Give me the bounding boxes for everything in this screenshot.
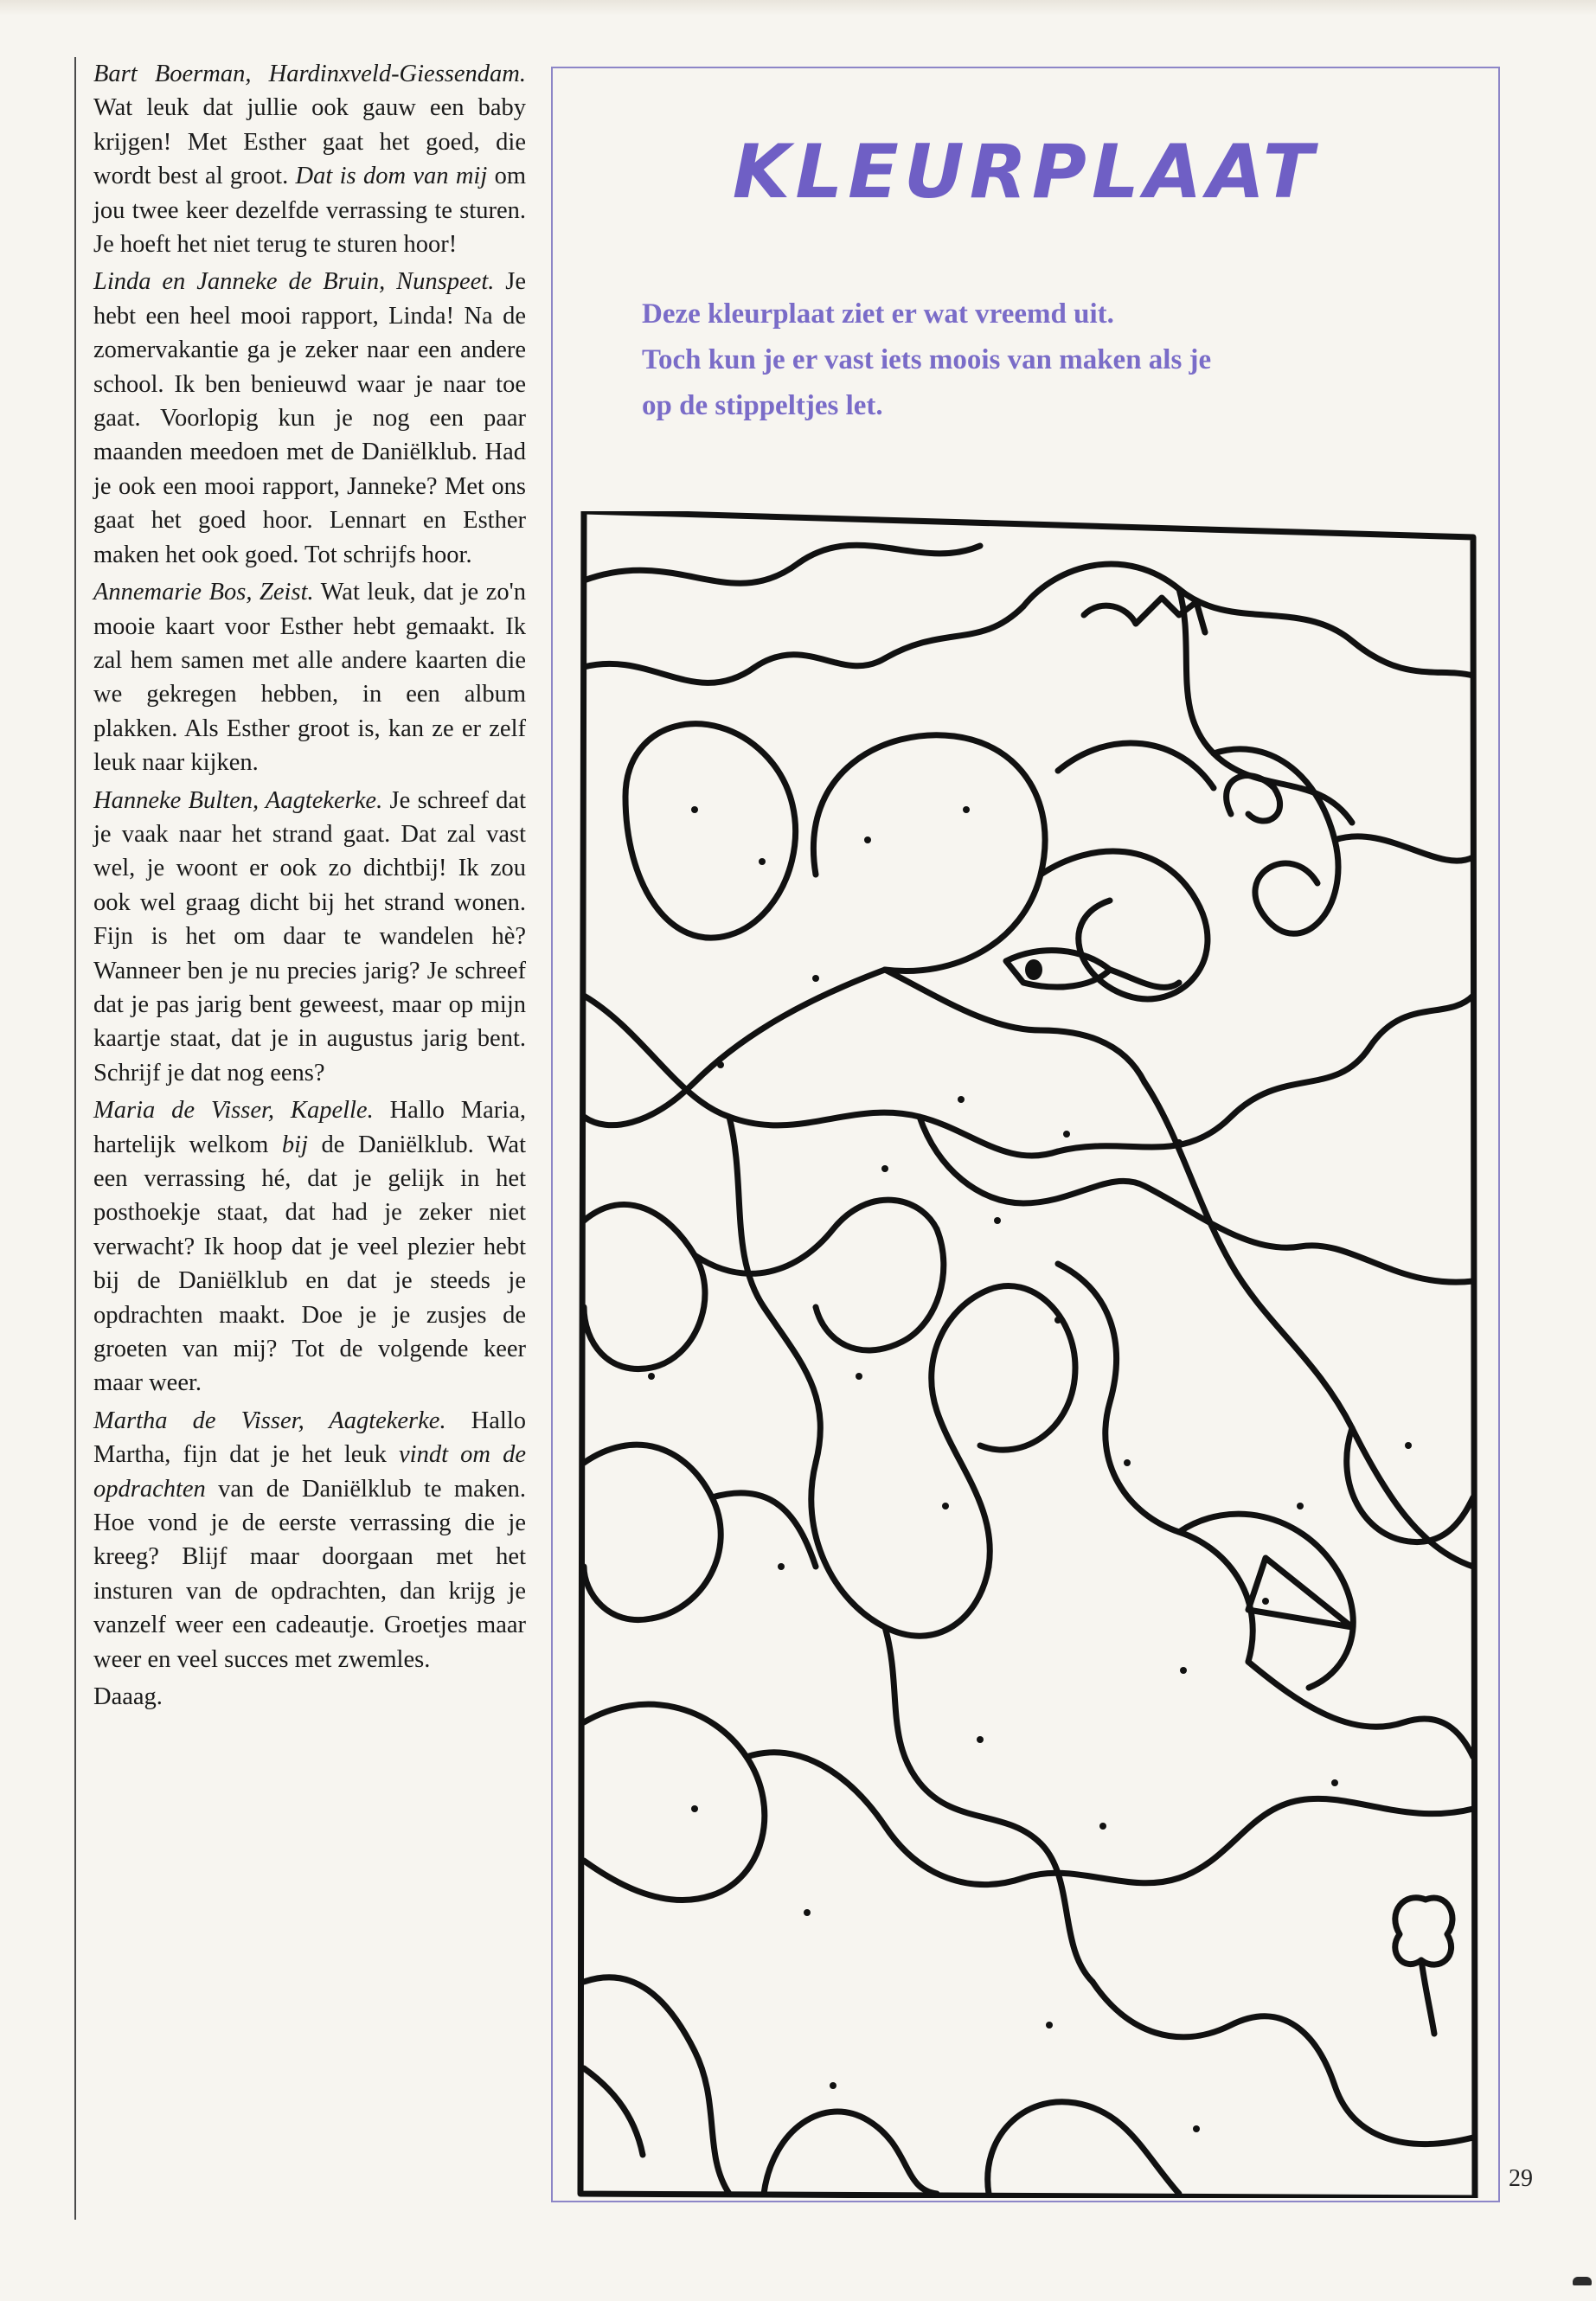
intro-line: op de stippeltjes let.	[642, 390, 883, 421]
coloring-picture	[574, 511, 1481, 2198]
paper-edge	[0, 0, 1596, 16]
letter-sender: Maria de Visser, Kapelle.	[93, 1097, 374, 1125]
intro-line: Deze kleurplaat ziet er wat vreemd uit.	[642, 298, 1114, 330]
letter-entry	[93, 1404, 526, 1676]
column-rule	[74, 57, 76, 2220]
eye-dot	[1025, 959, 1042, 980]
letter-text: bij	[281, 1131, 308, 1158]
letter-text: Hallo Martha, fijn dat je het leuk	[93, 1407, 526, 1469]
letter-text: Je hebt een heel mooi rapport, Linda! Na de zomervakantie ga je zeker naar een andere school. Ik ben benieuwd waar je naar toe gaat. Voorlopig kun je nog een paar maanden meedoen met de Daniëlklub. Had je ook een mooi rapport, Janneke? Met ons gaat het goed hoor. Lennart en Esther maken het ook goed. Tot schrijfs hoor.	[93, 268, 526, 568]
letter-text: om jou twee keer dezelfde verrassing te sturen. Je hoeft het niet terug te sturen hoor!	[93, 163, 526, 259]
letter-entry	[93, 57, 526, 261]
letter-sender: Martha de Visser, Aagtekerke.	[93, 1407, 446, 1434]
letter-sender: Hanneke Bulten, Aagtekerke.	[93, 786, 383, 814]
plate-border	[580, 511, 1475, 2198]
corner-mark	[1573, 2277, 1592, 2285]
letter-text: van de Daniëlklub te maken. Hoe vond je de eerste verrassing die je kreeg? Blijf maar doorgaan met het insturen van de opdrachten, dan krijg je vanzelf weer een cadeautje. Groetjes maar weer en veel succes met zwemles.	[93, 1475, 526, 1673]
coloring-picture-drawing	[574, 511, 1481, 2198]
letter-text: Dat is dom van mij	[295, 163, 488, 190]
letter-text: Wat leuk dat jullie ook gauw een baby krijgen! Met Esther gaat het goed, die wordt best al groot.	[93, 94, 526, 190]
intro-line: Toch kun je er vast iets moois van maken als je	[642, 344, 1212, 375]
letter-text: de Daniëlklub. Wat een verrassing hé, dat je gelijk in het posthoekje staat, dat had je zeker niet verwacht? Ik hoop dat je veel plezier hebt bij de Daniëlklub en dat je steeds je opdrachten maakt. Doe je je zusjes de groeten van mij? Tot de volgende keer maar weer.	[93, 1131, 526, 1397]
coloring-page-frame	[551, 67, 1500, 2202]
letter-text: Je schreef dat je vaak naar het strand gaat. Dat zal vast wel, je woont er ook zo dichtbij! Ik zou ook wel graag dicht bij het strand wonen. Fijn is het om daar te wandelen hè? Wanneer ben je nu precies jarig? Je schreef dat je pas jarig bent geweest, maar op mijn kaartje staat, dat je in augustus jarig bent. Schrijf je dat nog eens?	[93, 786, 526, 1086]
page-title: KLEURPLAAT	[732, 129, 1319, 215]
closing-text: Daaag.	[93, 1683, 163, 1711]
letter-entry	[93, 575, 526, 779]
letter-sender: Linda en Janneke de Bruin, Nunspeet.	[93, 268, 495, 296]
letter-sender: Annemarie Bos, Zeist.	[93, 579, 314, 606]
letters-column	[93, 57, 526, 1718]
letter-text: vindt om de opdrachten	[93, 1441, 526, 1503]
intro-text	[642, 292, 1386, 429]
letter-entry	[93, 784, 526, 1091]
letter-text: Wat leuk, dat je zo'n mooie kaart voor Esther hebt gemaakt. Ik zal hem samen met alle andere kaarten die we gekregen hebben, in een album plakken. Als Esther groot is, kan ze er zelf leuk naar kijken.	[93, 579, 526, 777]
page-number: 29	[1509, 2165, 1533, 2192]
letter-entry	[93, 1093, 526, 1400]
letter-text: Hallo Maria, hartelijk welkom	[93, 1097, 526, 1158]
letter-sender: Bart Boerman, Hardinxveld-Giessendam.	[93, 61, 526, 87]
letter-entry	[93, 265, 526, 572]
